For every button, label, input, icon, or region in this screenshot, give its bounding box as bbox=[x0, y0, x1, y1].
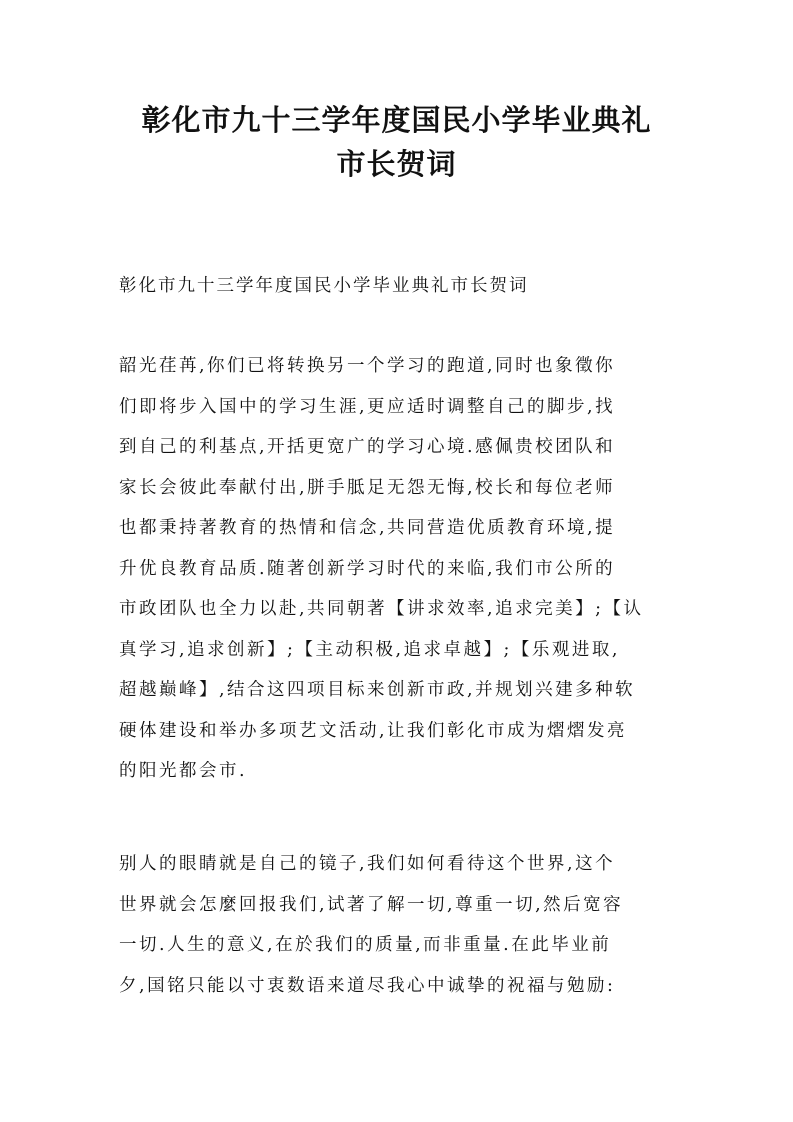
page-title bbox=[0, 98, 793, 186]
paragraph-line: 真学习,追求创新】;【主动积极,追求卓越】;【乐观进取, bbox=[119, 639, 620, 660]
paragraph-line: 家长会彼此奉献付出,胼手胝足无怨无悔,校长和每位老师 bbox=[119, 477, 616, 498]
document-subtitle: 彰化市九十三学年度国民小学毕业典礼市长贺词 bbox=[119, 276, 529, 296]
paragraph-line: 韶光荏苒,你们已将转换另一个学习的跑道,同时也象徵你 bbox=[119, 356, 616, 376]
paragraph-line: 的阳光都会市. bbox=[119, 761, 248, 781]
paragraph-line: 们即将步入国中的学习生涯,更应适时调整自己的脚步,找 bbox=[119, 396, 616, 417]
paragraph-2 bbox=[119, 844, 674, 1006]
page-title-line-2: 市长贺词 bbox=[336, 147, 457, 181]
paragraph-line: 升优良教育品质.随著创新学习时代的来临,我们市公所的 bbox=[119, 558, 616, 579]
paragraph-line: 别人的眼睛就是自己的镜子,我们如何看待这个世界,这个 bbox=[119, 854, 616, 874]
paragraph-line: 世界就会怎麼回报我们,试著了解一切,尊重一切,然后宽容 bbox=[119, 894, 624, 915]
paragraph-line: 到自己的利基点,开括更宽广的学习心境.感佩贵校团队和 bbox=[119, 437, 616, 457]
paragraph-line: 超越巅峰】,结合这四项目标来创新市政,并规划兴建多种软 bbox=[119, 680, 636, 700]
page-title-line-1: 彰化市九十三学年度国民小学毕业典礼 bbox=[141, 103, 652, 137]
paragraph-1 bbox=[119, 346, 674, 792]
paragraph-line: 硬体建设和举办多项艺文活动,让我们彰化市成为熠熠发亮 bbox=[119, 720, 628, 741]
paragraph-line: 也都秉持著教育的热情和信念,共同营造优质教育环境,提 bbox=[119, 518, 616, 538]
paragraph-line: 夕,国铭只能以寸衷数语来道尽我心中诚挚的祝福与勉励: bbox=[119, 975, 616, 996]
paragraph-line: 市政团队也全力以赴,共同朝著【讲求效率,追求完美】;【认 bbox=[119, 599, 644, 619]
paragraph-line: 一切.人生的意义,在於我们的质量,而非重量.在此毕业前 bbox=[119, 935, 612, 955]
